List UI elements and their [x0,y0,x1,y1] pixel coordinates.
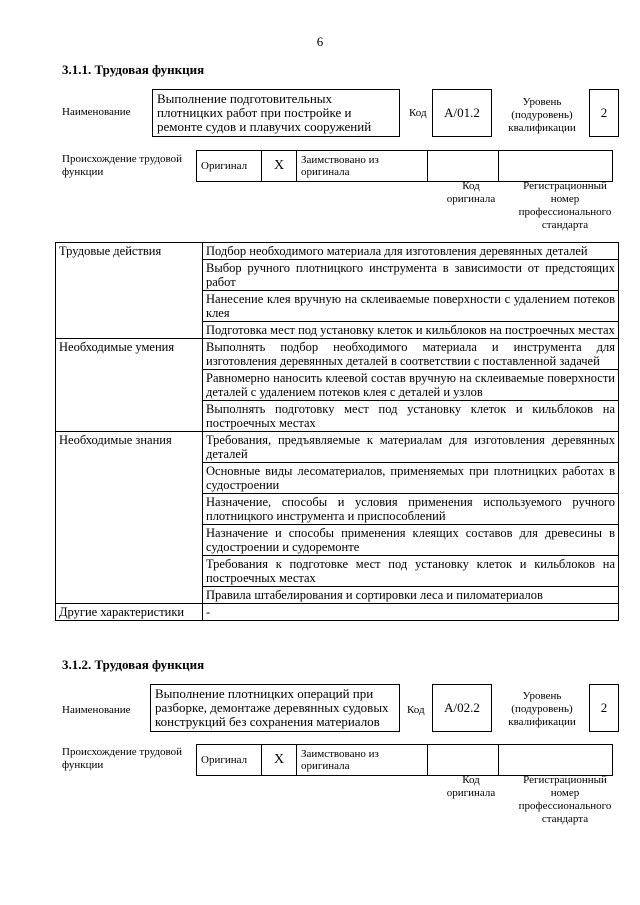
code-value: А/01.2 [432,89,492,137]
table-row [56,604,619,621]
category-labor-actions: Трудовые действия [56,243,203,339]
code-label: Код [407,704,425,716]
category-other: Другие характеристики [56,604,203,621]
name-label: Наименование [62,106,131,118]
reg-number-cell [499,745,613,776]
table-cell: Основные виды лесоматериалов, применяемых при плотницких работах в судостроении [203,463,619,494]
table-row [56,432,619,463]
function-name-box: Выполнение подготовительных плотницких работ при постройке и ремонте судов и плавучих сооружений [152,89,400,137]
table-cell: Подбор необходимого материала для изготовления деревянных деталей [203,243,619,260]
table-cell: Назначение, способы и условия применения используемого ручного плотницкого инструмента и приспособлений [203,494,619,525]
reg-number-label: Регистрационный номер профессионального стандарта [518,180,612,231]
level-label: Уровень (подуровень) квалификации [508,690,576,728]
borrowed-label: Заимствовано из оригинала [297,151,428,182]
reg-number-cell [499,151,613,182]
origin-label: Происхождение трудовой функции [62,153,183,178]
level-label: Уровень (подуровень) квалификации [508,96,576,134]
table-cell: Выбор ручного плотницкого инструмента в зависимости от предстоящих работ [203,260,619,291]
page-number: 6 [316,34,324,49]
function-name-box: Выполнение плотницких операций при разборке, демонтаже деревянных судовых конструкций без сохранения материалов [150,684,400,732]
original-mark: X [262,745,297,776]
table-cell: Подготовка мест под установку клеток и кильблоков на построечных местах [203,322,619,339]
table-cell: Требования к подготовке мест под установку клеток и кильблоков на построечных местах [203,556,619,587]
reg-number-label: Регистрационный номер профессионального стандарта [518,774,612,825]
table-row [56,339,619,370]
code-origin-label: Код оригинала [446,180,496,205]
origin-table [196,150,613,182]
category-skills: Необходимые умения [56,339,203,432]
table-row [56,243,619,260]
table-cell: Равномерно наносить клеевой состав вручную на склеиваемые поверхности деталей с удалением потеков клея с деталей и узлов [203,370,619,401]
code-origin-label: Код оригинала [446,774,496,799]
category-knowledge: Необходимые знания [56,432,203,604]
table-cell: Нанесение клея вручную на склеиваемые поверхности с удалением потеков клея [203,291,619,322]
original-label: Оригинал [197,151,262,182]
section-title: 3.1.1. Трудовая функция [62,62,205,77]
code-origin-cell [428,745,499,776]
table-cell: Правила штабелирования и сортировки леса и пиломатериалов [203,587,619,604]
origin-table [196,744,613,776]
code-label: Код [409,107,427,119]
table-cell: Выполнять подбор необходимого материала и инструмента для изготовления деревянных деталей в соответствии с поставленной задачей [203,339,619,370]
table-cell: Выполнять подготовку мест под установку клеток и кильблоков на построечных местах [203,401,619,432]
section-title: 3.1.2. Трудовая функция [62,657,205,672]
labor-function-table [55,242,619,621]
original-mark: X [262,151,297,182]
level-value: 2 [589,89,619,137]
borrowed-label: Заимствовано из оригинала [297,745,428,776]
original-label: Оригинал [197,745,262,776]
origin-label: Происхождение трудовой функции [62,746,183,771]
table-cell: Требования, предъявляемые к материалам для изготовления деревянных деталей [203,432,619,463]
table-cell: - [203,604,619,621]
name-label: Наименование [62,704,131,716]
level-value: 2 [589,684,619,732]
table-cell: Назначение и способы применения клеящих составов для древесины в судостроении и судоремонте [203,525,619,556]
code-origin-cell [428,151,499,182]
code-value: А/02.2 [432,684,492,732]
